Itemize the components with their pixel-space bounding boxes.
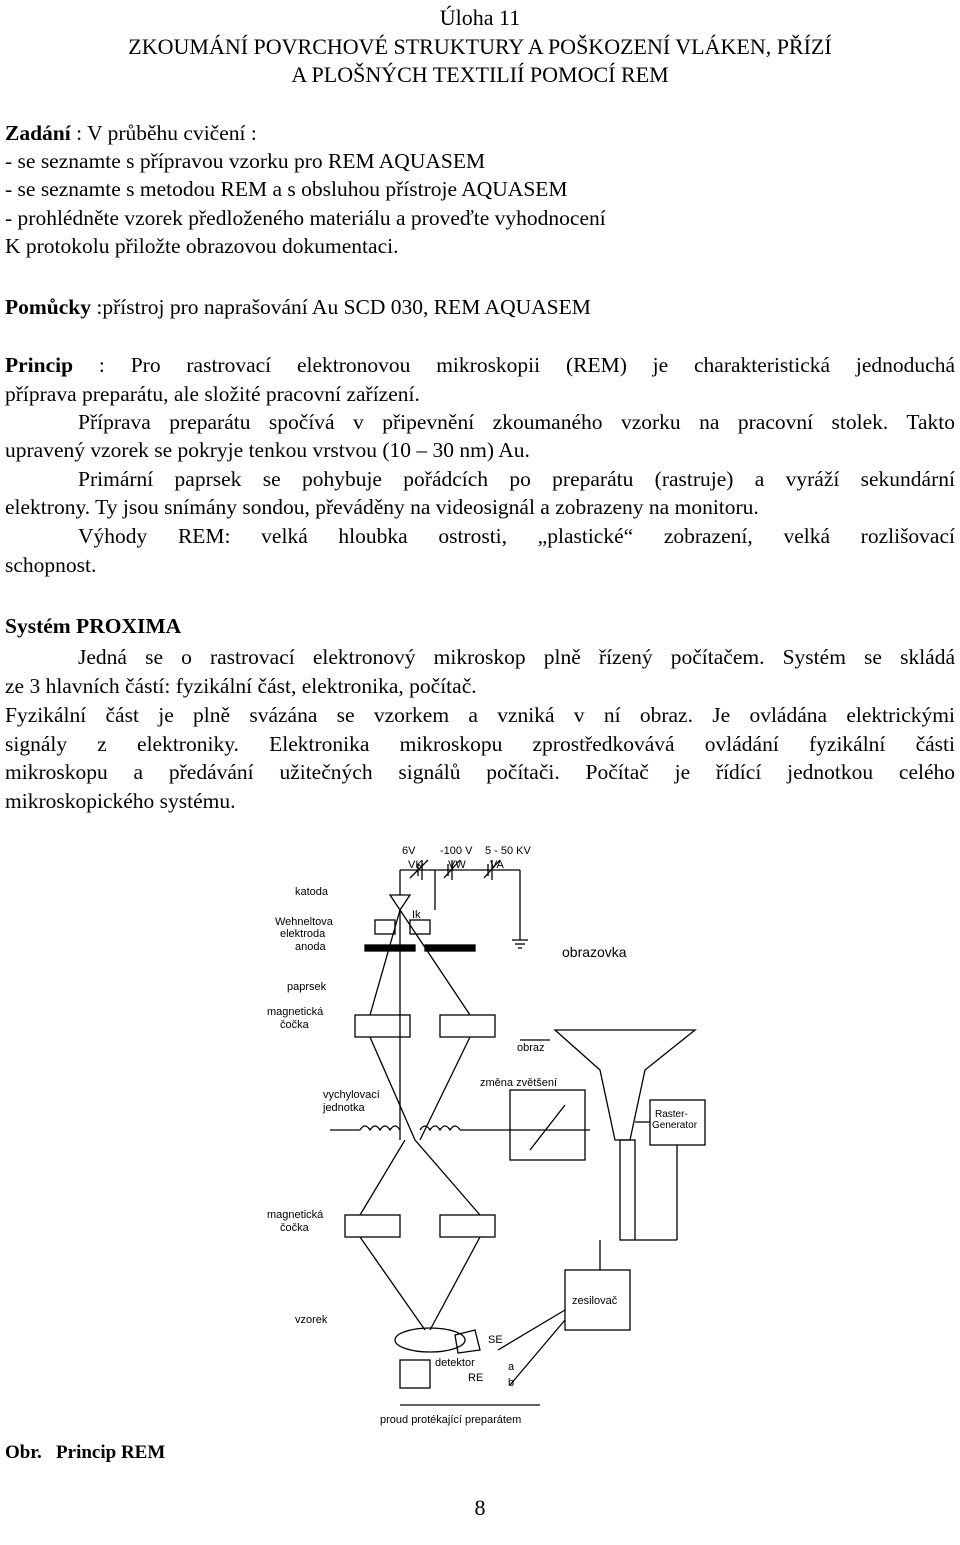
zadani-item: - prohlédněte vzorek předloženého materiálu a proveďte vyhodnocení (5, 206, 606, 230)
system-line: ze 3 hlavních částí: fyzikální část, elektronika, počítač. (5, 674, 477, 698)
zadani-item: - se seznamte s přípravou vzorku pro REM AQUASEM (5, 149, 486, 173)
task-number: Úloha 11 (439, 5, 521, 30)
label-obraz: obraz (517, 1042, 545, 1054)
princip-line: Primární paprsek se pohybuje pořádcích po preparátu (rastruje) a vyráží sekundární (78, 467, 955, 491)
page-title-line2: A PLOŠNÝCH TEXTILIÍ POMOCÍ REM (291, 62, 669, 87)
page-title-line1: ZKOUMÁNÍ POVRCHOVÉ STRUKTURY A POŠKOZENÍ VLÁKEN, PŘÍZÍ (128, 34, 832, 59)
diagram-labels (267, 845, 698, 1426)
label-cocka-1b: čočka (280, 1019, 309, 1031)
system-heading: Systém PROXIMA (5, 614, 182, 638)
label-vzorek: vzorek (295, 1314, 328, 1326)
label-vychyl-2: jednotka (323, 1102, 365, 1114)
label-vk: VK (408, 859, 423, 871)
label-50kv: 5 - 50 KV (485, 845, 531, 857)
figure-caption (5, 1439, 165, 1467)
caption-label: Obr. (5, 1442, 42, 1463)
label-raster-2: Generator (652, 1120, 698, 1131)
label-re: RE (468, 1372, 484, 1384)
zadani-item: K protokolu přiložte obrazovou dokumentaci. (5, 234, 399, 258)
system-line: mikroskopu a předávání užitečných signálů počítači. Počítač je řídící jednotkou celého (5, 760, 955, 784)
princip-line: Příprava preparátu spočívá v připevnění zkoumaného vzorku na pracovní stolek. Takto (78, 410, 955, 434)
label-va: VA (490, 859, 504, 871)
princip-line: příprava preparátu, ale složité pracovní zařízení. (5, 382, 420, 406)
zadani-label: Zadání (5, 121, 71, 145)
rem-principle-diagram (250, 840, 710, 1430)
label-vw: VW (448, 859, 466, 871)
label-paprsek: paprsek (287, 981, 327, 993)
label-wehnelt-2: elektroda (280, 928, 326, 940)
princip-line: Princip : Pro rastrovací elektronovou mikroskopii (REM) je charakteristická jednoduchá (5, 353, 955, 377)
label-b: b (508, 1377, 515, 1389)
pomucky-text: :přístroj pro naprašování Au SCD 030, REM AQUASEM (91, 295, 591, 319)
label-obrazovka: obrazovka (562, 944, 627, 960)
label-zmena: změna zvětšení (480, 1077, 558, 1089)
label-6v: 6V (402, 845, 416, 857)
princip-line: elektrony. Ty jsou snímány sondou, převáděny na videosignál a zobrazeny na monitoru. (5, 495, 759, 519)
label-cocka-2b: čočka (280, 1222, 309, 1234)
pomucky-label: Pomůcky (5, 295, 91, 319)
princip-label: Princip (5, 353, 74, 377)
label-katoda: katoda (295, 886, 329, 898)
label-detektor: detektor (435, 1357, 475, 1369)
label-vychyl-1: vychylovací (323, 1089, 380, 1101)
princip-line: Výhody REM: velká hloubka ostrosti, „plastické“ zobrazení, velká rozlišovací (78, 524, 955, 548)
label-zesilovac: zesilovač (572, 1295, 618, 1307)
label-ik: Ik (412, 909, 421, 921)
label-proud: proud protékající preparátem (380, 1414, 522, 1426)
label-anoda: anoda (295, 941, 326, 953)
label-cocka-1a: magnetická (267, 1006, 324, 1018)
zadani-intro: : V průběhu cvičení : (70, 121, 257, 145)
label-se: SE (488, 1334, 503, 1346)
zadani-item: - se seznamte s metodou REM a s obsluhou přístroje AQUASEM (5, 177, 568, 201)
label-100v: -100 V (440, 845, 473, 857)
zadani-heading (5, 119, 257, 147)
label-a: a (508, 1361, 515, 1373)
label-cocka-2a: magnetická (267, 1209, 324, 1221)
pomucky-paragraph (5, 293, 591, 321)
system-line: signály z elektroniky. Elektronika mikroskopu zprostředkovává ovládání fyzikální části (5, 732, 955, 756)
page-number: 8 (474, 1495, 486, 1520)
princip-line: upravený vzorek se pokryje tenkou vrstvou (10 – 30 nm) Au. (5, 438, 530, 462)
label-wehnelt-1: Wehneltova (275, 916, 333, 928)
system-line: mikroskopického systému. (5, 789, 236, 813)
system-line: Fyzikální část je plně svázána se vzorkem a vzniká v ní obraz. Je ovládána elektrickými (5, 703, 955, 727)
caption-text: Princip REM (56, 1442, 166, 1463)
label-raster-1: Raster- (655, 1109, 688, 1120)
system-line: Jedná se o rastrovací elektronový mikroskop plně řízený počítačem. Systém se skládá (78, 645, 955, 669)
princip-line: schopnost. (5, 553, 97, 577)
